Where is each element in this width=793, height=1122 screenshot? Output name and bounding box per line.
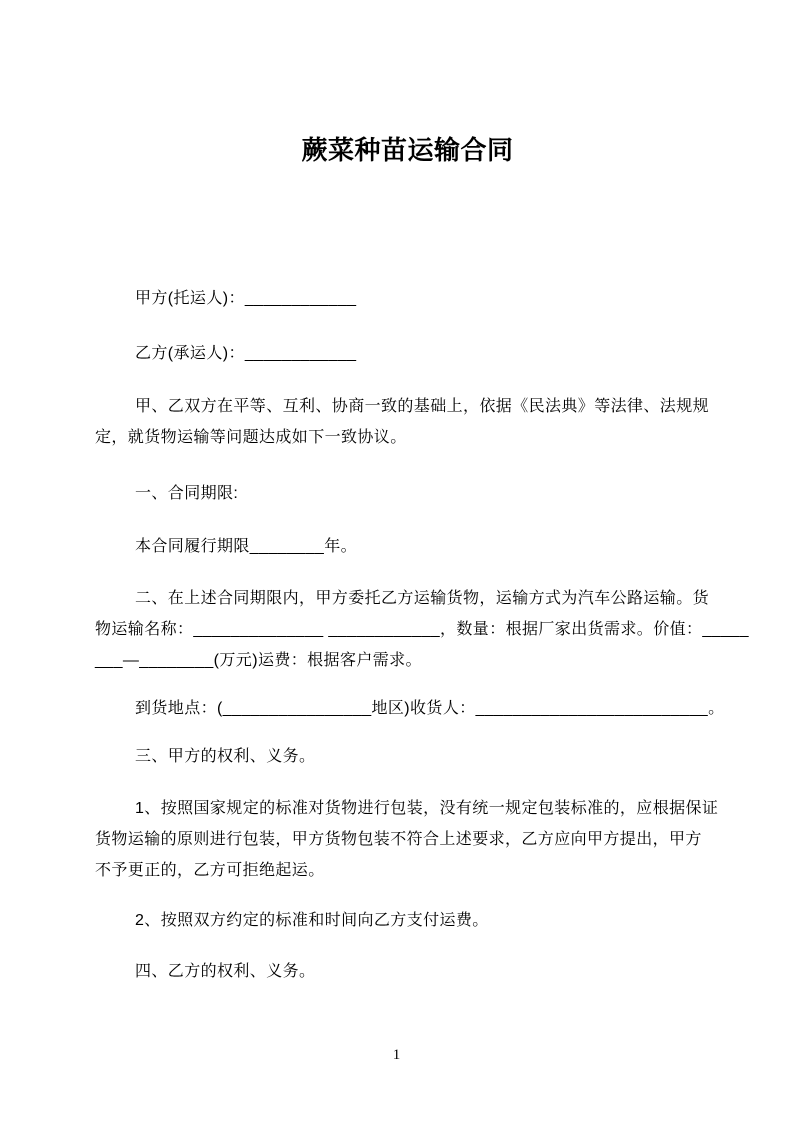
document-title: 蕨菜种苗运输合同 xyxy=(301,135,514,165)
section-1-term-line: 本合同履行期限________年。 xyxy=(135,538,357,555)
section-3-item-1 xyxy=(95,793,720,886)
section-3-heading xyxy=(95,741,720,772)
section-3-item-1-line-3: 不予更正的，乙方可拒绝起运。 xyxy=(95,862,325,879)
section-4-heading xyxy=(95,956,720,987)
section-4-heading-line: 四、乙方的权利、义务。 xyxy=(135,963,316,980)
section-1-term xyxy=(95,531,720,562)
section-3-heading-line: 三、甲方的权利、义务。 xyxy=(135,748,316,765)
section-3-item-1-line-1: 1、按照国家规定的标准对货物进行包装，没有统一规定包装标准的，应根据保证 xyxy=(135,800,719,817)
preamble-line-2: 定，就货物运输等问题达成如下一致协议。 xyxy=(95,429,407,446)
party-a-line: 甲方(托运人)：____________ xyxy=(135,290,357,307)
delivery-line: 到货地点：(________________地区)收货人：_________________________。 xyxy=(135,700,725,717)
paragraph-delivery xyxy=(95,693,725,724)
party-b-line: 乙方(承运人)：____________ xyxy=(135,345,357,362)
paragraph-party-b xyxy=(95,338,720,369)
section-2-line-1: 二、在上述合同期限内，甲方委托乙方运输货物，运输方式为汽车公路运输。货 xyxy=(135,590,710,607)
preamble-line-1: 甲、乙双方在平等、互利、协商一致的基础上，依据《民法典》等法律、法规规 xyxy=(135,398,710,415)
paragraph-preamble xyxy=(95,391,720,453)
section-2-line-3: ___—________(万元)运费：根据客户需求。 xyxy=(95,652,422,669)
section-1-heading xyxy=(95,478,720,509)
paragraph-party-a xyxy=(95,283,720,314)
section-2 xyxy=(95,583,749,676)
section-3-item-2 xyxy=(95,905,720,936)
section-2-line-2: 物运输名称：______________ ____________，数量：根据厂家出货需求。价值：_____ xyxy=(95,621,749,638)
section-1-heading-line: 一、合同期限: xyxy=(135,485,239,502)
section-3-item-2-line: 2、按照双方约定的标准和时间向乙方支付运费。 xyxy=(135,912,489,929)
page-number: 1 xyxy=(392,1047,401,1063)
section-3-item-1-line-2: 货物运输的原则进行包装，甲方货物包装不符合上述要求，乙方应向甲方提出，甲方 xyxy=(95,831,702,848)
